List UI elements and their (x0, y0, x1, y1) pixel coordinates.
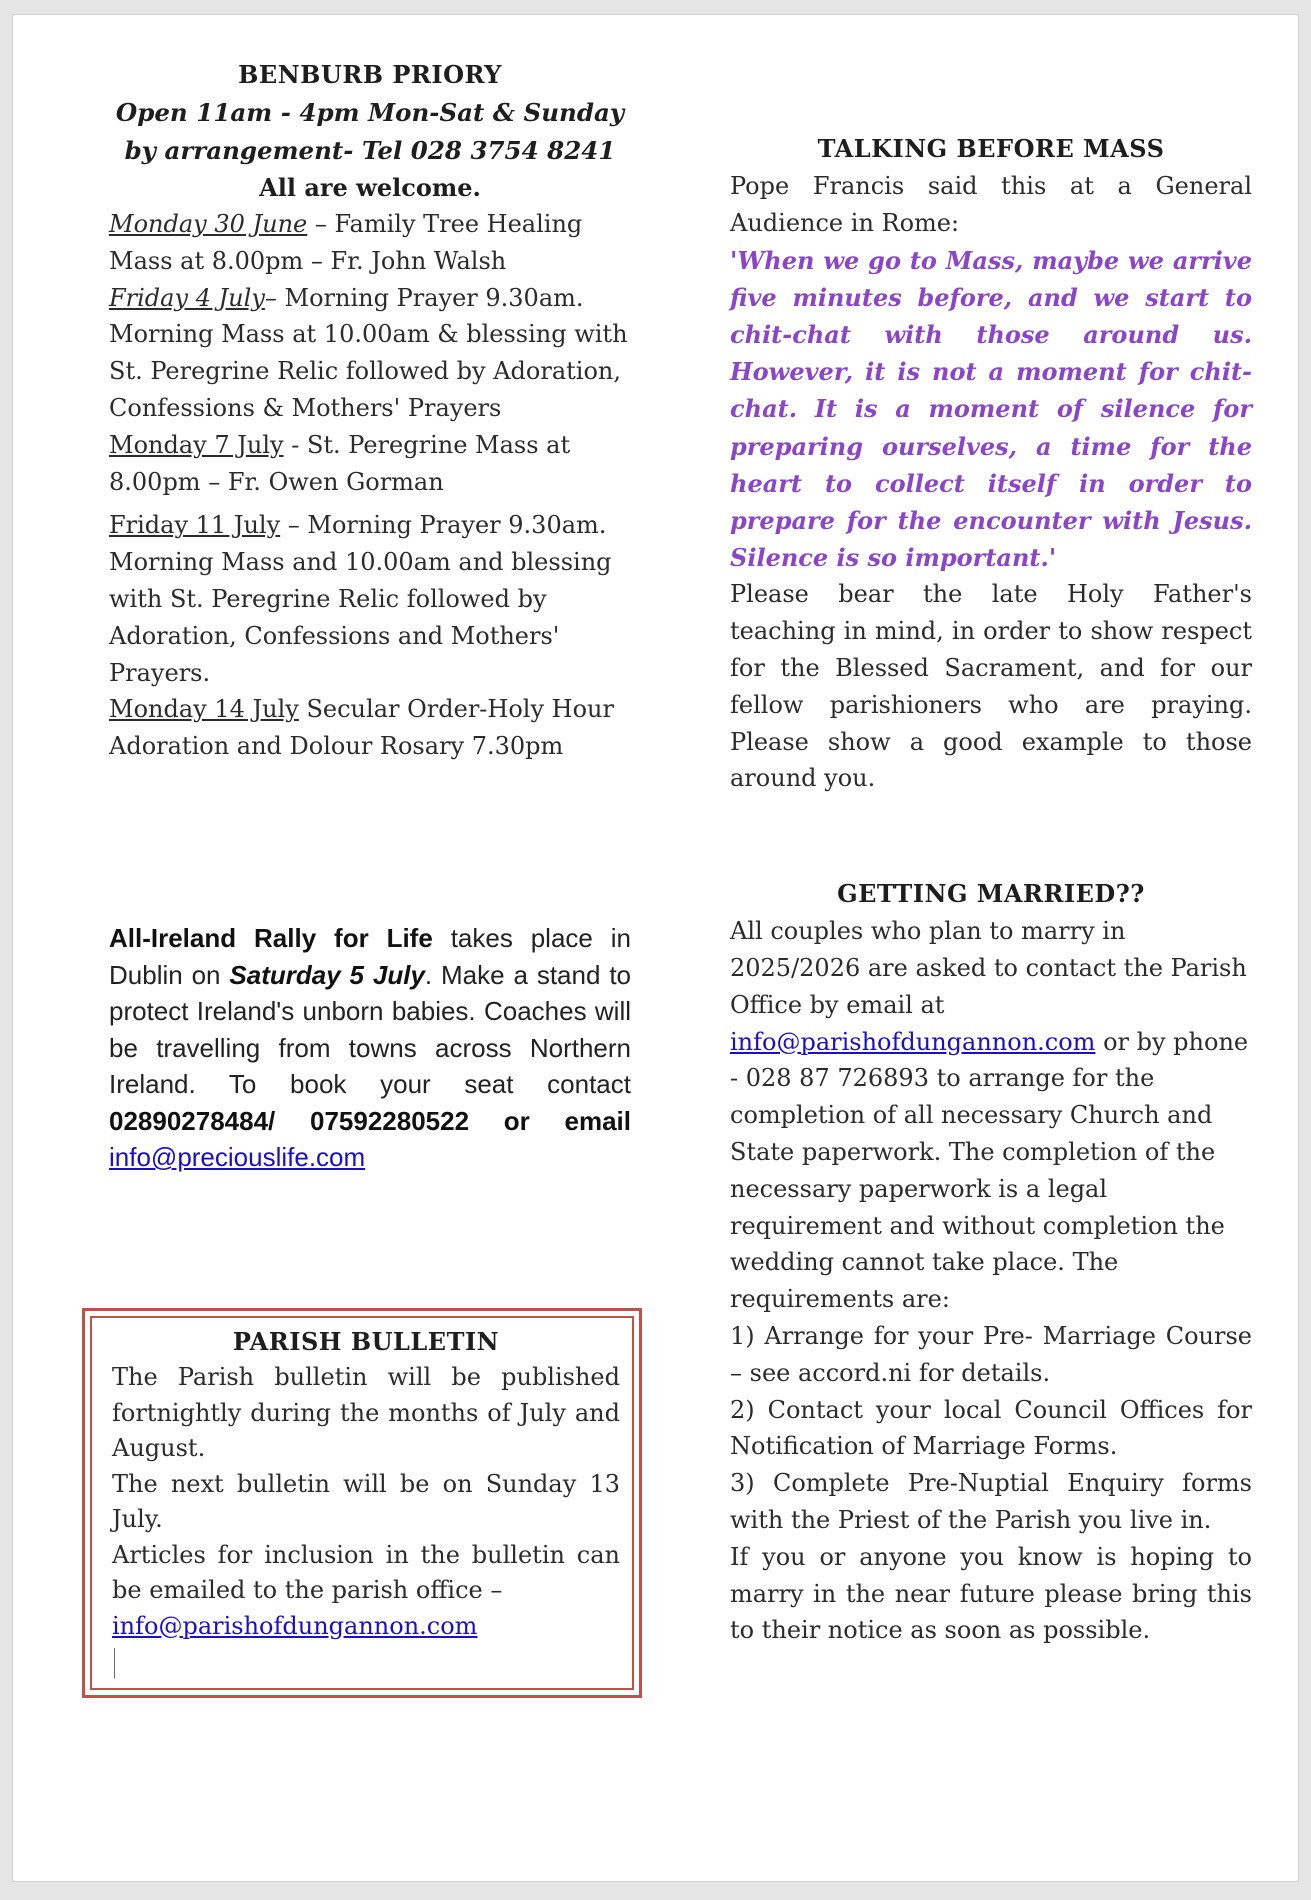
priory-title: BENBURB PRIORY (238, 60, 502, 89)
event-date: Monday 14 July (109, 695, 299, 724)
rally-text-1: takes place in Dublin on (109, 923, 631, 990)
event-date: Friday 11 July (109, 511, 281, 540)
event-text: Morning Prayer 9.30am. Morning Mass at 10.00am & blessing with St. Peregrine Relic followed by Adoration, Confessions & Mothers' Prayers (109, 283, 628, 422)
event-text: Family Tree Healing Mass at 8.00pm – Fr. John Walsh (109, 210, 583, 275)
parish-bulletin-title: PARISH BULLETIN (232, 1327, 500, 1356)
benburb-priory-section (109, 56, 631, 765)
priory-event: Friday 4 July– Morning Prayer 9.30am. Morning Mass at 10.00am & blessing with St. Peregrine Relic followed by Adoration, Confessions & Mothers' Prayers (109, 283, 628, 422)
bulletin-email-link[interactable]: info@parishofdungannon.com (112, 1611, 478, 1640)
bulletin-paragraph-3: Articles for inclusion in the bulletin can be emailed to the parish office – (112, 1540, 620, 1604)
bulletin-paragraph-2: The next bulletin will be on Sunday 13 July. (112, 1469, 620, 1533)
rally-title: All-Ireland Rally for Life (109, 923, 433, 953)
married-closing: If you or anyone you know is hoping to marry in the near future please bring this to their notice as soon as possible. (730, 1542, 1252, 1645)
parish-bulletin-box (82, 1308, 642, 1698)
event-date: Friday 4 July (109, 283, 265, 312)
parish-bulletin-inner-border (90, 1316, 634, 1690)
priory-event (109, 691, 631, 765)
rally-text-2: . Make a stand to protect Ireland's unborn babies. Coaches will be travelling from towns across Northern Ireland. To book your seat contact (109, 959, 631, 1099)
rally-for-life-notice (109, 920, 631, 1176)
talking-after: Please bear the late Holy Father's teaching in mind, in order to show respect for the Blessed Sacrament, and for our fellow parishioners who are praying. Please show a good example to those around you. (730, 580, 1252, 793)
right-column (730, 130, 1252, 1649)
priory-welcome: All are welcome. (259, 173, 481, 202)
rally-date: Saturday 5 July (229, 959, 425, 990)
married-requirement-1: 1) Arrange for your Pre- Marriage Course – see accord.ni for details. (730, 1321, 1252, 1387)
getting-married-title: GETTING MARRIED?? (837, 879, 1145, 909)
priory-hours-line-2: by arrangement- Tel 028 3754 8241 (124, 136, 616, 165)
married-requirement-3: 3) Complete Pre-Nuptial Enquiry forms with the Priest of the Parish you live in. (730, 1469, 1252, 1534)
event-text: St. Peregrine Mass at 8.00pm – Fr. Owen Gorman (109, 430, 571, 496)
rally-email-link[interactable]: info@preciouslife.com (109, 1142, 366, 1172)
priory-event: Friday 11 July – Morning Prayer 9.30am. Morning Mass and 10.00am and blessing with St. Peregrine Relic followed by Adoration, Confessions and Mothers' Prayers. (109, 511, 612, 687)
event-text: Secular Order-Holy Hour Adoration and Dolour Rosary 7.30pm (109, 695, 614, 761)
rally-phones: 02890278484/ 07592280522 or email (109, 1105, 631, 1136)
married-after-email: or by phone - 028 87 726893 to arrange for the completion of all necessary Church and State paperwork. The completion of the necessary paperwork is a legal requirement and without completion the wedding cannot take place. The requirements are: (730, 1027, 1249, 1314)
married-requirement-2: 2) Contact your local Council Offices for Notification of Marriage Forms. (730, 1395, 1252, 1461)
event-text: Morning Prayer 9.30am. Morning Mass and 10.00am and blessing with St. Peregrine Relic followed by Adoration, Confessions and Mothers' Prayers. (109, 511, 612, 687)
priory-event: Monday 7 July - St. Peregrine Mass at 8.00pm – Fr. Owen Gorman (109, 430, 571, 496)
talking-before-mass-title: TALKING BEFORE MASS (817, 134, 1165, 163)
pope-francis-quote: 'When we go to Mass, maybe we arrive five minutes before, and we start to chit-chat with those around us. However, it is not a moment for chit-chat. It is a moment of silence for preparing ourselves, a time for the heart to collect itself in order to prepare for the encounter with Jesus. Silence is so important.' (730, 245, 1252, 573)
priory-event: Monday 30 June – Family Tree Healing Mass at 8.00pm – Fr. John Walsh (109, 210, 583, 275)
priory-hours-line-1: Open 11am - 4pm Mon-Sat & Sunday (115, 98, 625, 127)
event-date: Monday 30 June (109, 210, 308, 238)
married-intro: All couples who plan to marry in 2025/2026 are asked to contact the Parish Office by email at (730, 917, 1247, 1019)
bulletin-paragraph-1: The Parish bulletin will be published fortnightly during the months of July and August. (112, 1363, 620, 1462)
text-cursor (114, 1648, 115, 1678)
married-email-link[interactable]: info@parishofdungannon.com (730, 1027, 1096, 1056)
talking-intro: Pope Francis said this at a General Audience in Rome: (730, 172, 1252, 237)
event-date: Monday 7 July (109, 430, 284, 459)
